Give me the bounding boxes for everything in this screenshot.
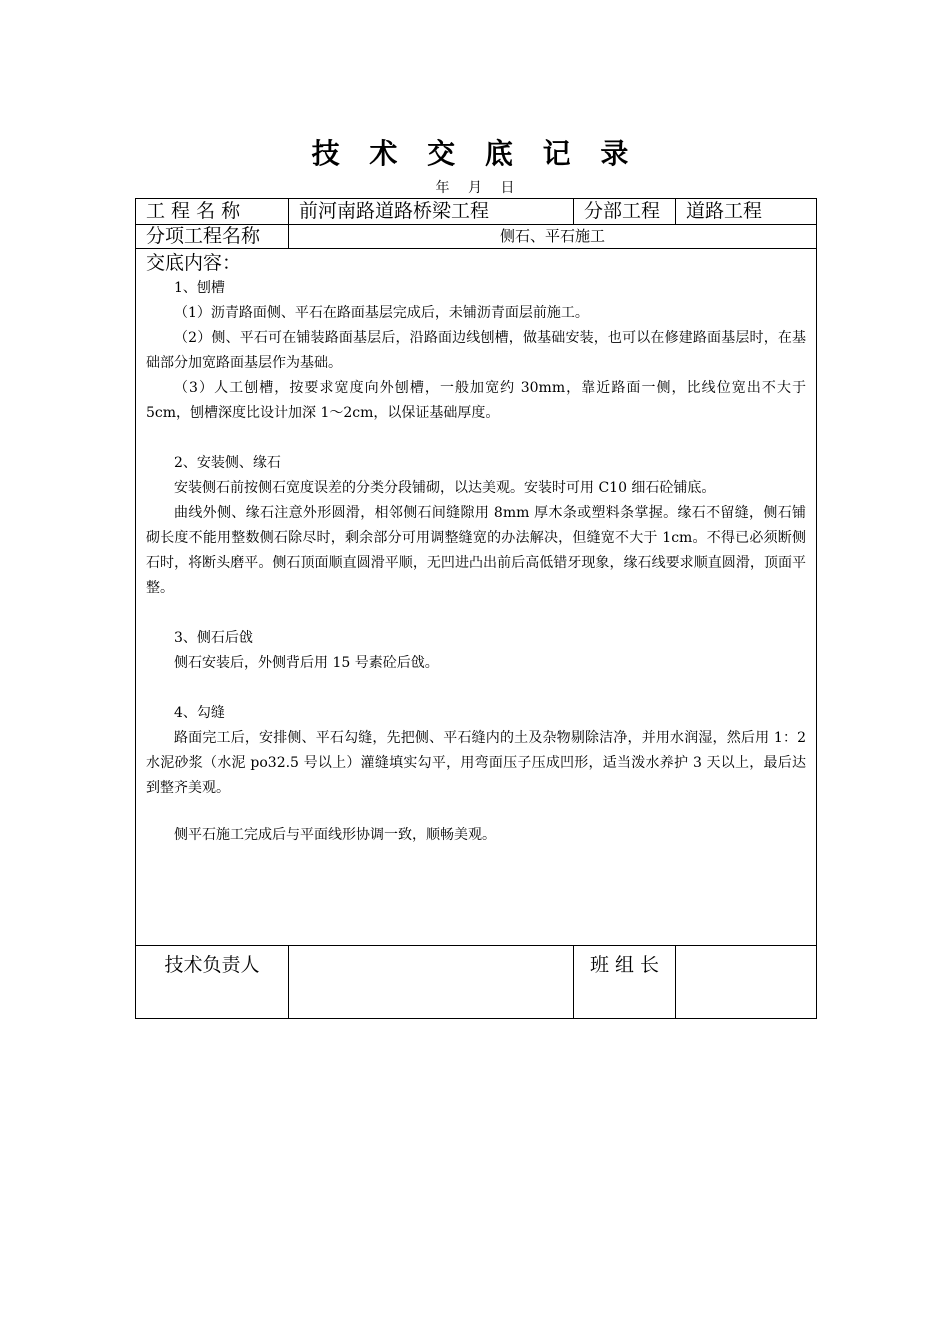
division-value: 道路工程 <box>676 199 817 225</box>
content-cell <box>136 249 817 946</box>
content-body <box>136 249 816 848</box>
team-leader-label: 班 组 长 <box>574 946 676 1019</box>
division-label: 分部工程 <box>574 199 676 225</box>
subitem-row <box>136 225 817 249</box>
section-2-para-1: 安装侧石前按侧石宽度误差的分类分段铺砌，以达美观。安装时可用 C10 细石砼铺底。 <box>174 480 716 496</box>
signature-row <box>136 946 817 1019</box>
tech-lead-signature[interactable] <box>289 946 574 1019</box>
section-4-para-1: 路面完工后，安排侧、平石勾缝，先把侧、平石缝内的土及杂物剔除洁净，并用水润湿，然后用 1：2 水泥砂浆（水泥 po32.5 号以上）灌缝填实勾平，用弯面压子压成凹形，适当泼水养护 3 天以上，最后达到整齐美观。 <box>146 730 807 796</box>
page-title: 技 术 交 底 记 录 <box>311 137 639 170</box>
section-1-para-2: （2）侧、平石可在铺装路面基层后，沿路面边线刨槽，做基础安装，也可以在修建路面基层时，在基础部分加宽路面基层作为基础。 <box>146 330 807 371</box>
project-row <box>136 199 817 225</box>
closing-statement: 侧平石施工完成后与平面线形协调一致，顺畅美观。 <box>174 827 496 843</box>
content-row <box>136 249 817 946</box>
section-4-title: 4、勾缝 <box>174 705 225 721</box>
date-line: 年 月 日 <box>435 180 515 196</box>
project-name-value: 前河南路道路桥梁工程 <box>289 199 574 225</box>
section-1-title: 1、刨槽 <box>174 280 225 296</box>
record-table <box>135 198 817 1019</box>
team-leader-signature[interactable] <box>676 946 817 1019</box>
content-label: 交底内容： <box>146 252 242 274</box>
section-2-para-2: 曲线外侧、缘石注意外形圆滑，相邻侧石间缝隙用 8mm 厚木条或塑料条掌握。缘石不留缝，侧石铺砌长度不能用整数侧石除尽时，剩余部分可用调整缝宽的办法解决，但缝宽不大于 1cm。不得已必须断侧石时，将断头磨平。侧石顶面顺直圆滑平顺，无凹进凸出前后高低错牙现象，缘石线要求顺直圆滑，顶面平整。 <box>146 505 807 596</box>
subitem-value: 侧石、平石施工 <box>289 225 817 249</box>
tech-lead-label: 技术负责人 <box>136 946 289 1019</box>
section-2-title: 2、安装侧、缘石 <box>174 455 281 471</box>
section-3-title: 3、侧石后戗 <box>174 630 253 646</box>
section-1-para-3: （3）人工刨槽，按要求宽度向外刨槽，一般加宽约 30mm，靠近路面一侧，比线位宽出不大于 5cm，刨槽深度比设计加深 1～2cm，以保证基础厚度。 <box>146 380 807 421</box>
project-name-label: 工 程 名 称 <box>136 199 289 225</box>
subitem-label: 分项工程名称 <box>136 225 289 249</box>
section-3-para-1: 侧石安装后，外侧背后用 15 号素砼后戗。 <box>174 655 439 671</box>
section-1-para-1: （1）沥青路面侧、平石在路面基层完成后，未铺沥青面层前施工。 <box>174 305 589 321</box>
